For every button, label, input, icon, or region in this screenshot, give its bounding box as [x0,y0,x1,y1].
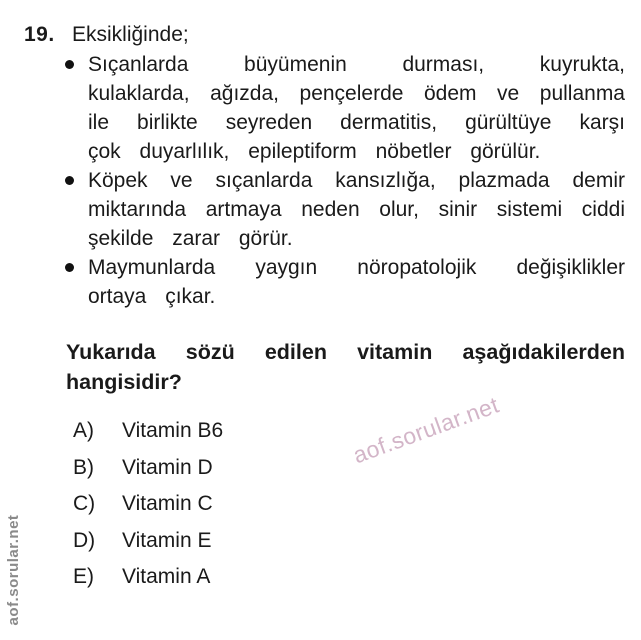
options-list [73,413,625,596]
option-row-b [73,450,625,487]
option-letter: C) [73,492,96,516]
bullet-icon [65,60,74,69]
list-item [65,50,625,166]
question-stem: Yukarıda sözü edilen vitamin aşağıdakilerden hangisidir? [66,340,625,394]
question-number: 19. [24,23,55,46]
question-block [24,20,625,596]
list-item [65,166,625,253]
option-letter: D) [73,528,96,552]
option-letter: A) [73,419,94,443]
watermark-diagonal: aof.sorular.net [349,391,503,469]
option-row-c [73,486,625,523]
option-row-a [73,413,625,450]
question-header [24,20,625,49]
option-letter: E) [73,565,94,589]
bullet-icon [65,263,74,272]
option-text: Vitamin D [122,455,213,479]
option-text: Vitamin C [122,492,213,516]
watermark-vertical: aof.sorular.net [5,514,22,626]
option-row-e [73,559,625,596]
bullet-text: Maymunlarda yaygın nöropatolojik değişiklikler ortaya çıkar. [88,256,625,308]
bullet-text: Köpek ve sıçanlarda kansızlığa, plazmada demir miktarında artmaya neden olur, sinir sistemi ciddi şekilde zarar görür. [88,169,625,250]
option-text: Vitamin B6 [122,419,224,443]
bullet-text: Sıçanlarda büyümenin durması, kuyrukta, kulaklarda, ağızda, pençelerde ödem ve pullanma ile birlikte seyreden dermatitis, gürültüye karşı çok duyarlılık, epileptiform nöbetler görülür. [88,53,625,163]
symptom-list [65,50,625,311]
question-intro: Eksikliğinde; [72,23,189,46]
list-item [65,253,625,311]
option-letter: B) [73,455,94,479]
option-row-d [73,523,625,560]
option-text: Vitamin E [122,528,212,552]
bullet-icon [65,176,74,185]
option-text: Vitamin A [122,565,211,589]
